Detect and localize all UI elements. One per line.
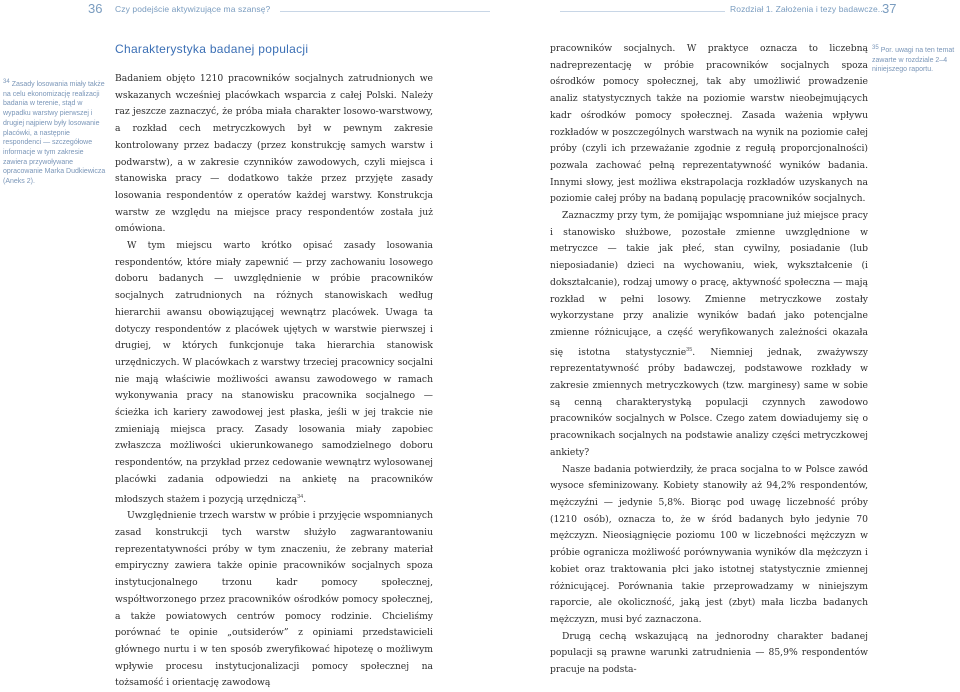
paragraph-text: Zaznaczmy przy tym, że pomijając wspomniane już miejsce pracy i stanowisko służbowe, pozostałe zmienne uwzględnione w metryczce — takie jak płeć, stan cywilny, posiadanie (lub nieposiadanie) dzieci na wychowaniu, wiek, wykształcenie (i dokształcanie), rodzaj umowy o pracę, aktywność społeczna — mają rozkład w pełni losowy. Zmienne metryczkowe zostały wykorzystane przy analizie wyników badań jako potencjalne zmienne różnicujące, a część weryfikowanych zależności okazała się istotna statystycznie: [550, 210, 868, 358]
paragraph: Drugą cechą wskazującą na jednorodny charakter badanej populacji są prawne warunki zatrudnienia — 85,9% respondentów pracuje na podsta-: [550, 630, 868, 676]
left-running-title: Czy podejście aktywizujące ma szansę?: [115, 4, 271, 14]
sidenote-34: [3, 78, 107, 187]
sidenote-number: 34: [3, 79, 10, 85]
paragraph: Badaniem objęto 1210 pracowników socjalnych zatrudnionych we wskazanych wcześniej placówkach wsparcia z całej Polski. Należy raz jeszcze zaznaczyć, że próba miała charakter losowo-warstwowy, a rozkład cech metryczkowych był w pewnym zakresie kontrolowany przez badaczy (przez konstrukcję samych warstw i podwarstw), a w zakresie czynników zawodowych, czyli miejsca i stanowiska pracy — dodatkowo także przez przyjęte zasady losowania respondentów z operatów każdej warstwy. Konstrukcja warstw ze względu na miejsce pracy respondentów została już omówiona.: [115, 73, 433, 235]
sidenote-35: [872, 44, 958, 75]
paragraph: Nasze badania potwierdziły, że praca socjalna to w Polsce zawód wysoce sfeminizowany. Kobiety stanowiły aż 94,2% respondentów, mężczyźni — jedynie 5,8%. Biorąc pod uwagę liczebność próby (1210 osób), oznacza to, że w śród badanych było jedynie 70 mężczyzn. Nieosiągnięcie poziomu 100 w liczebności mężczyzn w próbie ogranicza możliwość porównywania wyników dla mężczyzn i kobiet oraz traktowania płci jako istotnej statystycznie zmiennej różnicującej. Porównania takie przeprowadzamy w niniejszym raporcie, ale okoliczność, jaką jest (zbyt) mała liczba badanych mężczyzn, musi być zaznaczona.: [550, 463, 868, 625]
paragraph: pracowników socjalnych. W praktyce oznacza to liczebną nadreprezentację w próbie pracowników socjalnych spoza ośrodków pomocy społecznej, tak aby umożliwić prowadzenie analiz statystycznych także na poziomie warstw nieobejmujących kadr ośrodków pomocy społecznej. Zasada ważenia wpływu rozkładów w poszczególnych warstwach na wynik na poziomie całej próby (czyli ich przeważanie zgodnie z regułą proporcjonalności) pozwala zachować pełną reprezentatywność wyników badania. Innymi słowy, jest możliwa ekstrapolacja rozkładów uzyskanych na poziomie całej próby na badaną populację pracowników socjalnych.: [550, 43, 868, 205]
sidenote-text: Zasady losowania miały także na celu ekonomizację realizacji badania w terenie, stąd w wypadku warstwy pierwszej i drugiej najpierw były losowanie placówki, a następnie respondenci — szczegółowe informacje w tym zakresie zawiera przywoływane opracowanie Marka Dudkiewicza (Aneks 2).: [3, 81, 106, 186]
paragraph-text: W tym miejscu warto krótko opisać zasady losowania respondentów, które miały zapewnić — przy zachowaniu losowego doboru badanych — uwzględnienie w próbie pracowników socjalnych zatrudnionych na różnych stanowiskach według hierarchii awansu obowiązującej wewnątrz placówek. Uwaga ta dotyczy respondentów z placówek ujętych w warstwie pierwszej i drugiej, w których funkcjonuje taka hierarchia stanowisk urzędniczych. W placówkach z warstwy trzeciej pracownicy socjalni nie mają właściwie możliwości awansu zawodowego w ramach wykonywania pracy na stanowisku pracownika socjalnego — ścieżka ich kariery zawodowej jest płaska, jeśli w jej trakcie nie zmieniają miejsca pracy. Zasady losowania miały zapobiec zwłaszcza możliwości ukierunkowanego samodzielnego doboru respondentów, na przykład przez cedowanie wewnątrz wylosowanej placówki zadania odpowiedzi na ankietę na pracowników młodszych stażem i pozycją urzędniczą: [115, 240, 433, 505]
middle-text-column: [115, 71, 433, 692]
sidenote-text: Por. uwagi na ten temat zawarte w rozdziale 2–4 niniejszego raportu.: [872, 47, 955, 74]
footnote-ref: 34: [297, 493, 304, 500]
section-title: Charakterystyka badanej populacji: [115, 42, 309, 56]
paragraph: [115, 238, 433, 508]
paragraph: Uwzględnienie trzech warstw w próbie i przyjęcie wspomnianych zasad konstrukcji tych warstw służyło zagwarantowaniu reprezentatywności próby w tym znaczeniu, że zebrany materiał empiryczny zawiera także opinie pracowników socjalnych spoza instytucjonalnego trzonu kadr pomocy społecznej, współtworzonego przez pracowników ośrodków pomocy społecznej, a także powiatowych centrów pomocy rodzinie. Chcieliśmy porównać te opinie „outsiderów” z opiniami przedstawicieli głównego nurtu i w ten sposób zweryfikować hipotezę o możliwym wpływie procesu instytucjonalizacji pomocy społecznej na tożsamość i orientację zawodową: [115, 510, 433, 689]
paragraph: [550, 208, 868, 462]
right-running-title: Rozdział 1. Założenia i tezy badawcze...: [730, 4, 886, 14]
right-page-number: 37: [882, 1, 897, 16]
sidenote-number: 35: [872, 45, 879, 51]
left-page-number: 36: [88, 1, 103, 16]
paragraph-cont: . Niemniej jednak, zważywszy reprezentatywność próby badawczej, podstawowe rozkłady w zakresie zmiennych metryczkowych (tzw. marginesy) same w sobie są cenną charakterystyką populacji czynnych zawodowo pracowników socjalnych w Polsce. Czego zatem dowiadujemy się o pracownikach socjalnych na podstawie analizy części metryczkowej ankiety?: [550, 346, 868, 458]
right-header-rule: [560, 11, 725, 12]
paragraph-end: .: [303, 493, 307, 505]
right-text-column: [550, 41, 868, 679]
left-header-rule: [280, 11, 490, 12]
footnote-ref: 35: [686, 346, 693, 353]
